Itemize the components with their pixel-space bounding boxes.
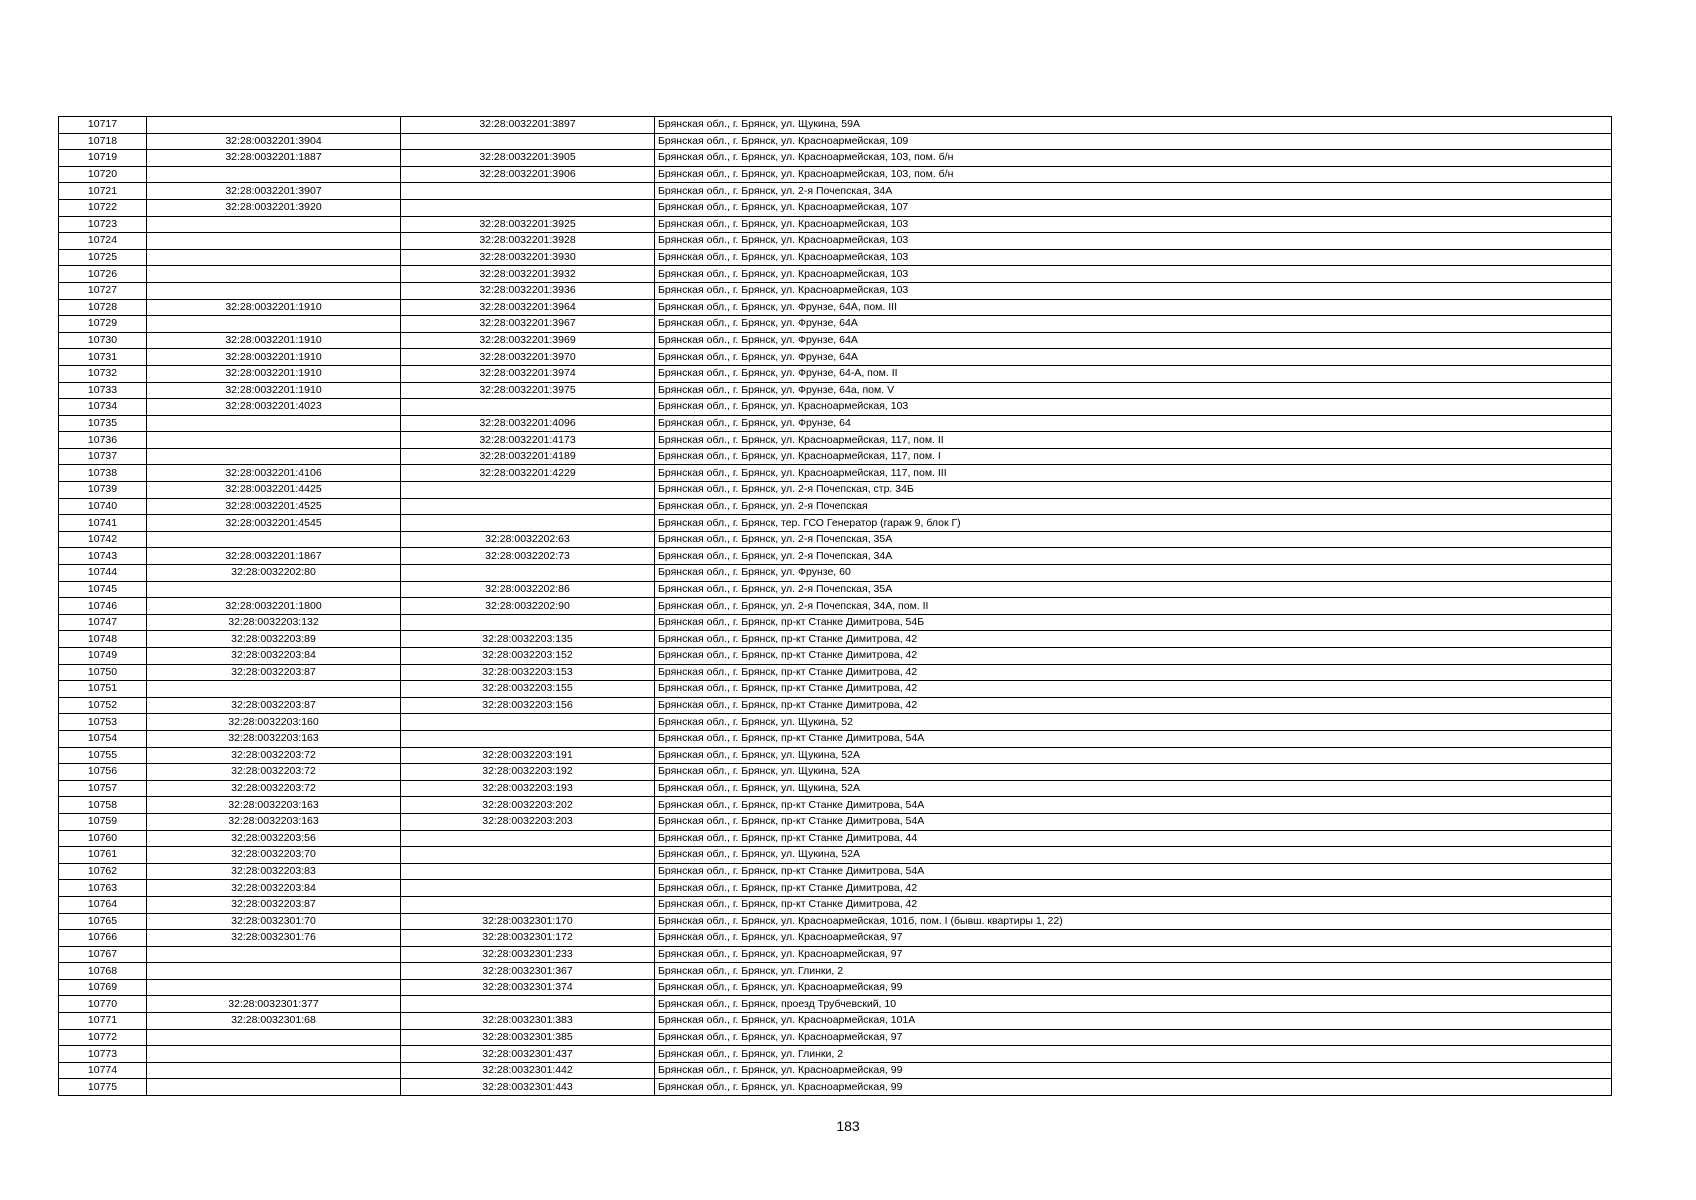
object-cadastral-cell: 32:28:0032201:3906 [401, 166, 655, 183]
row-number-cell: 10721 [59, 183, 147, 200]
land-plot-cadastral-cell: 32:28:0032201:1800 [147, 598, 401, 615]
row-number-cell: 10754 [59, 730, 147, 747]
address-cell: Брянская обл., г. Брянск, ул. Красноармейская, 117, пом. I [655, 448, 1612, 465]
address-cell: Брянская обл., г. Брянск, ул. Красноармейская, 103, пом. б/н [655, 150, 1612, 167]
table-row [59, 482, 1612, 499]
address-cell: Брянская обл., г. Брянск, ул. Глинки, 2 [655, 963, 1612, 980]
row-number-cell: 10741 [59, 515, 147, 532]
land-plot-cadastral-cell [147, 266, 401, 283]
land-plot-cadastral-cell: 32:28:0032202:80 [147, 565, 401, 582]
land-plot-cadastral-cell [147, 1046, 401, 1063]
address-cell: Брянская обл., г. Брянск, пр-кт Станке Димитрова, 54А [655, 730, 1612, 747]
row-number-cell: 10774 [59, 1062, 147, 1079]
address-cell: Брянская обл., г. Брянск, ул. Щукина, 52 [655, 714, 1612, 731]
address-cell: Брянская обл., г. Брянск, ул. Красноармейская, 117, пом. III [655, 465, 1612, 482]
table-row [59, 963, 1612, 980]
row-number-cell: 10733 [59, 382, 147, 399]
land-plot-cadastral-cell: 32:28:0032203:87 [147, 697, 401, 714]
land-plot-cadastral-cell [147, 249, 401, 266]
row-number-cell: 10749 [59, 648, 147, 665]
table-row [59, 664, 1612, 681]
address-cell: Брянская обл., г. Брянск, ул. Щукина, 59А [655, 117, 1612, 134]
table-row [59, 780, 1612, 797]
row-number-cell: 10767 [59, 946, 147, 963]
address-cell: Брянская обл., г. Брянск, ул. Красноармейская, 97 [655, 1029, 1612, 1046]
land-plot-cadastral-cell: 32:28:0032203:83 [147, 863, 401, 880]
land-plot-cadastral-cell: 32:28:0032203:56 [147, 830, 401, 847]
table-row [59, 266, 1612, 283]
land-plot-cadastral-cell: 32:28:0032201:4545 [147, 515, 401, 532]
row-number-cell: 10738 [59, 465, 147, 482]
land-plot-cadastral-cell [147, 432, 401, 449]
object-cadastral-cell [401, 515, 655, 532]
address-cell: Брянская обл., г. Брянск, ул. 2-я Почепская, 34А, пом. II [655, 598, 1612, 615]
table-row [59, 1029, 1612, 1046]
table-row [59, 448, 1612, 465]
table-row [59, 282, 1612, 299]
address-cell: Брянская обл., г. Брянск, пр-кт Станке Димитрова, 54Б [655, 614, 1612, 631]
land-plot-cadastral-cell: 32:28:0032203:89 [147, 631, 401, 648]
object-cadastral-cell: 32:28:0032201:3970 [401, 349, 655, 366]
table-row [59, 199, 1612, 216]
object-cadastral-cell [401, 847, 655, 864]
row-number-cell: 10760 [59, 830, 147, 847]
row-number-cell: 10765 [59, 913, 147, 930]
object-cadastral-cell: 32:28:0032203:153 [401, 664, 655, 681]
row-number-cell: 10759 [59, 813, 147, 830]
row-number-cell: 10746 [59, 598, 147, 615]
table-row [59, 432, 1612, 449]
table-row [59, 913, 1612, 930]
row-number-cell: 10770 [59, 996, 147, 1013]
land-plot-cadastral-cell: 32:28:0032201:3907 [147, 183, 401, 200]
address-cell: Брянская обл., г. Брянск, ул. Глинки, 2 [655, 1046, 1612, 1063]
object-cadastral-cell: 32:28:0032201:3964 [401, 299, 655, 316]
table-row [59, 332, 1612, 349]
row-number-cell: 10766 [59, 930, 147, 947]
land-plot-cadastral-cell: 32:28:0032203:163 [147, 797, 401, 814]
object-cadastral-cell [401, 199, 655, 216]
row-number-cell: 10751 [59, 681, 147, 698]
table-row [59, 1079, 1612, 1096]
object-cadastral-cell: 32:28:0032301:233 [401, 946, 655, 963]
table-row [59, 399, 1612, 416]
row-number-cell: 10745 [59, 581, 147, 598]
object-cadastral-cell: 32:28:0032203:191 [401, 747, 655, 764]
table-row [59, 996, 1612, 1013]
object-cadastral-cell: 32:28:0032201:4173 [401, 432, 655, 449]
row-number-cell: 10757 [59, 780, 147, 797]
row-number-cell: 10758 [59, 797, 147, 814]
address-cell: Брянская обл., г. Брянск, ул. Красноармейская, 101А [655, 1013, 1612, 1030]
land-plot-cadastral-cell: 32:28:0032201:4023 [147, 399, 401, 416]
row-number-cell: 10719 [59, 150, 147, 167]
object-cadastral-cell: 32:28:0032202:63 [401, 531, 655, 548]
row-number-cell: 10769 [59, 979, 147, 996]
row-number-cell: 10737 [59, 448, 147, 465]
row-number-cell: 10742 [59, 531, 147, 548]
row-number-cell: 10773 [59, 1046, 147, 1063]
table-row [59, 316, 1612, 333]
land-plot-cadastral-cell [147, 531, 401, 548]
land-plot-cadastral-cell: 32:28:0032203:84 [147, 880, 401, 897]
table-row [59, 233, 1612, 250]
address-cell: Брянская обл., г. Брянск, пр-кт Станке Димитрова, 54А [655, 813, 1612, 830]
object-cadastral-cell [401, 714, 655, 731]
table-row [59, 150, 1612, 167]
object-cadastral-cell: 32:28:0032201:3932 [401, 266, 655, 283]
object-cadastral-cell [401, 183, 655, 200]
object-cadastral-cell: 32:28:0032203:192 [401, 764, 655, 781]
object-cadastral-cell: 32:28:0032201:3930 [401, 249, 655, 266]
object-cadastral-cell: 32:28:0032201:4229 [401, 465, 655, 482]
table-row [59, 365, 1612, 382]
land-plot-cadastral-cell [147, 681, 401, 698]
land-plot-cadastral-cell [147, 282, 401, 299]
address-cell: Брянская обл., г. Брянск, ул. Красноармейская, 103, пом. б/н [655, 166, 1612, 183]
address-cell: Брянская обл., г. Брянск, пр-кт Станке Димитрова, 42 [655, 631, 1612, 648]
table-row [59, 697, 1612, 714]
object-cadastral-cell: 32:28:0032201:3967 [401, 316, 655, 333]
land-plot-cadastral-cell: 32:28:0032203:70 [147, 847, 401, 864]
row-number-cell: 10762 [59, 863, 147, 880]
object-cadastral-cell: 32:28:0032201:3925 [401, 216, 655, 233]
table-row [59, 1062, 1612, 1079]
address-cell: Брянская обл., г. Брянск, ул. Красноармейская, 103 [655, 399, 1612, 416]
row-number-cell: 10717 [59, 117, 147, 134]
row-number-cell: 10725 [59, 249, 147, 266]
address-cell: Брянская обл., г. Брянск, ул. Красноармейская, 103 [655, 266, 1612, 283]
table-row [59, 1013, 1612, 1030]
row-number-cell: 10718 [59, 133, 147, 150]
table-row [59, 946, 1612, 963]
row-number-cell: 10732 [59, 365, 147, 382]
land-plot-cadastral-cell: 32:28:0032301:70 [147, 913, 401, 930]
table-row [59, 382, 1612, 399]
object-cadastral-cell [401, 996, 655, 1013]
address-cell: Брянская обл., г. Брянск, ул. Красноармейская, 101б, пом. I (бывш. квартиры 1, 22) [655, 913, 1612, 930]
table-row [59, 515, 1612, 532]
address-cell: Брянская обл., г. Брянск, ул. Красноармейская, 107 [655, 199, 1612, 216]
object-cadastral-cell: 32:28:0032201:3905 [401, 150, 655, 167]
table-row [59, 614, 1612, 631]
address-cell: Брянская обл., г. Брянск, ул. 2-я Почепская, 35А [655, 531, 1612, 548]
table-row [59, 648, 1612, 665]
address-cell: Брянская обл., г. Брянск, пр-кт Станке Димитрова, 42 [655, 896, 1612, 913]
land-plot-cadastral-cell: 32:28:0032203:87 [147, 664, 401, 681]
address-cell: Брянская обл., г. Брянск, проезд Трубчевский, 10 [655, 996, 1612, 1013]
address-cell: Брянская обл., г. Брянск, ул. 2-я Почепская [655, 498, 1612, 515]
table-row [59, 349, 1612, 366]
object-cadastral-cell [401, 880, 655, 897]
row-number-cell: 10747 [59, 614, 147, 631]
address-cell: Брянская обл., г. Брянск, пр-кт Станке Димитрова, 42 [655, 681, 1612, 698]
land-plot-cadastral-cell: 32:28:0032201:1910 [147, 332, 401, 349]
address-cell: Брянская обл., г. Брянск, ул. Щукина, 52А [655, 780, 1612, 797]
address-cell: Брянская обл., г. Брянск, ул. Красноармейская, 103 [655, 282, 1612, 299]
object-cadastral-cell: 32:28:0032203:135 [401, 631, 655, 648]
object-cadastral-cell: 32:28:0032202:90 [401, 598, 655, 615]
object-cadastral-cell: 32:28:0032201:3974 [401, 365, 655, 382]
land-plot-cadastral-cell [147, 1062, 401, 1079]
land-plot-cadastral-cell: 32:28:0032201:1867 [147, 548, 401, 565]
land-plot-cadastral-cell: 32:28:0032203:72 [147, 764, 401, 781]
land-plot-cadastral-cell [147, 316, 401, 333]
address-cell: Брянская обл., г. Брянск, пр-кт Станке Димитрова, 54А [655, 863, 1612, 880]
object-cadastral-cell [401, 399, 655, 416]
land-plot-cadastral-cell: 32:28:0032201:1910 [147, 349, 401, 366]
object-cadastral-cell: 32:28:0032201:3897 [401, 117, 655, 134]
address-cell: Брянская обл., г. Брянск, ул. Щукина, 52А [655, 747, 1612, 764]
land-plot-cadastral-cell [147, 117, 401, 134]
land-plot-cadastral-cell: 32:28:0032201:4525 [147, 498, 401, 515]
land-plot-cadastral-cell [147, 581, 401, 598]
land-plot-cadastral-cell: 32:28:0032201:1910 [147, 382, 401, 399]
object-cadastral-cell: 32:28:0032203:203 [401, 813, 655, 830]
address-cell: Брянская обл., г. Брянск, ул. 2-я Почепская, 35А [655, 581, 1612, 598]
table-row [59, 166, 1612, 183]
address-cell: Брянская обл., г. Брянск, ул. 2-я Почепская, 34А [655, 548, 1612, 565]
row-number-cell: 10753 [59, 714, 147, 731]
table-row [59, 896, 1612, 913]
land-plot-cadastral-cell: 32:28:0032301:377 [147, 996, 401, 1013]
object-cadastral-cell: 32:28:0032203:152 [401, 648, 655, 665]
table-row [59, 930, 1612, 947]
object-cadastral-cell: 32:28:0032201:3928 [401, 233, 655, 250]
address-cell: Брянская обл., г. Брянск, ул. Красноармейская, 99 [655, 979, 1612, 996]
land-plot-cadastral-cell: 32:28:0032203:72 [147, 747, 401, 764]
row-number-cell: 10768 [59, 963, 147, 980]
object-cadastral-cell: 32:28:0032203:155 [401, 681, 655, 698]
row-number-cell: 10772 [59, 1029, 147, 1046]
object-cadastral-cell [401, 863, 655, 880]
row-number-cell: 10750 [59, 664, 147, 681]
object-cadastral-cell [401, 133, 655, 150]
row-number-cell: 10730 [59, 332, 147, 349]
object-cadastral-cell [401, 730, 655, 747]
object-cadastral-cell: 32:28:0032201:4189 [401, 448, 655, 465]
row-number-cell: 10723 [59, 216, 147, 233]
land-plot-cadastral-cell [147, 448, 401, 465]
row-number-cell: 10743 [59, 548, 147, 565]
object-cadastral-cell: 32:28:0032202:73 [401, 548, 655, 565]
address-cell: Брянская обл., г. Брянск, ул. Фрунзе, 64А, пом. III [655, 299, 1612, 316]
object-cadastral-cell [401, 614, 655, 631]
address-cell: Брянская обл., г. Брянск, ул. Щукина, 52А [655, 847, 1612, 864]
land-plot-cadastral-cell: 32:28:0032301:68 [147, 1013, 401, 1030]
object-cadastral-cell: 32:28:0032301:442 [401, 1062, 655, 1079]
land-plot-cadastral-cell: 32:28:0032203:163 [147, 813, 401, 830]
land-plot-cadastral-cell [147, 166, 401, 183]
row-number-cell: 10729 [59, 316, 147, 333]
address-cell: Брянская обл., г. Брянск, ул. 2-я Почепская, 34А [655, 183, 1612, 200]
row-number-cell: 10727 [59, 282, 147, 299]
address-cell: Брянская обл., г. Брянск, ул. Красноармейская, 109 [655, 133, 1612, 150]
address-cell: Брянская обл., г. Брянск, ул. Красноармейская, 97 [655, 946, 1612, 963]
row-number-cell: 10722 [59, 199, 147, 216]
table-row [59, 498, 1612, 515]
table-row [59, 813, 1612, 830]
table-row [59, 730, 1612, 747]
land-plot-cadastral-cell [147, 1029, 401, 1046]
land-plot-cadastral-cell: 32:28:0032203:84 [147, 648, 401, 665]
land-plot-cadastral-cell: 32:28:0032201:1887 [147, 150, 401, 167]
row-number-cell: 10736 [59, 432, 147, 449]
address-cell: Брянская обл., г. Брянск, пр-кт Станке Димитрова, 44 [655, 830, 1612, 847]
row-number-cell: 10761 [59, 847, 147, 864]
land-plot-cadastral-cell: 32:28:0032201:3920 [147, 199, 401, 216]
page-number: 183 [836, 1118, 860, 1134]
row-number-cell: 10734 [59, 399, 147, 416]
address-cell: Брянская обл., г. Брянск, пр-кт Станке Димитрова, 42 [655, 648, 1612, 665]
address-cell: Брянская обл., г. Брянск, пр-кт Станке Димитрова, 42 [655, 697, 1612, 714]
object-cadastral-cell: 32:28:0032301:374 [401, 979, 655, 996]
table-row [59, 747, 1612, 764]
row-number-cell: 10724 [59, 233, 147, 250]
land-plot-cadastral-cell [147, 415, 401, 432]
object-cadastral-cell [401, 896, 655, 913]
table-row [59, 415, 1612, 432]
table-row [59, 249, 1612, 266]
address-cell: Брянская обл., г. Брянск, ул. Фрунзе, 64А [655, 316, 1612, 333]
address-cell: Брянская обл., г. Брянск, ул. Красноармейская, 103 [655, 233, 1612, 250]
row-number-cell: 10744 [59, 565, 147, 582]
table-row [59, 863, 1612, 880]
table-row [59, 531, 1612, 548]
object-cadastral-cell: 32:28:0032301:170 [401, 913, 655, 930]
object-cadastral-cell: 32:28:0032203:193 [401, 780, 655, 797]
table-row [59, 681, 1612, 698]
table-row [59, 598, 1612, 615]
row-number-cell: 10771 [59, 1013, 147, 1030]
registry-table-body [59, 117, 1612, 1096]
land-plot-cadastral-cell [147, 963, 401, 980]
object-cadastral-cell: 32:28:0032301:172 [401, 930, 655, 947]
row-number-cell: 10728 [59, 299, 147, 316]
table-row [59, 183, 1612, 200]
row-number-cell: 10775 [59, 1079, 147, 1096]
object-cadastral-cell: 32:28:0032202:86 [401, 581, 655, 598]
address-cell: Брянская обл., г. Брянск, ул. Фрунзе, 64А [655, 349, 1612, 366]
table-row [59, 581, 1612, 598]
row-number-cell: 10763 [59, 880, 147, 897]
row-number-cell: 10735 [59, 415, 147, 432]
table-row [59, 631, 1612, 648]
table-row [59, 565, 1612, 582]
row-number-cell: 10755 [59, 747, 147, 764]
object-cadastral-cell: 32:28:0032301:437 [401, 1046, 655, 1063]
address-cell: Брянская обл., г. Брянск, ул. Фрунзе, 64а, пом. V [655, 382, 1612, 399]
land-plot-cadastral-cell [147, 1079, 401, 1096]
object-cadastral-cell [401, 830, 655, 847]
object-cadastral-cell: 32:28:0032201:3975 [401, 382, 655, 399]
table-row [59, 548, 1612, 565]
row-number-cell: 10726 [59, 266, 147, 283]
table-row [59, 764, 1612, 781]
table-row [59, 797, 1612, 814]
land-plot-cadastral-cell: 32:28:0032203:87 [147, 896, 401, 913]
object-cadastral-cell: 32:28:0032201:4096 [401, 415, 655, 432]
land-plot-cadastral-cell: 32:28:0032201:4106 [147, 465, 401, 482]
row-number-cell: 10764 [59, 896, 147, 913]
table-row [59, 830, 1612, 847]
land-plot-cadastral-cell: 32:28:0032301:76 [147, 930, 401, 947]
table-row [59, 216, 1612, 233]
row-number-cell: 10731 [59, 349, 147, 366]
land-plot-cadastral-cell: 32:28:0032203:163 [147, 730, 401, 747]
land-plot-cadastral-cell [147, 216, 401, 233]
land-plot-cadastral-cell: 32:28:0032203:132 [147, 614, 401, 631]
table-row [59, 880, 1612, 897]
address-cell: Брянская обл., г. Брянск, ул. Фрунзе, 64 [655, 415, 1612, 432]
table-row [59, 465, 1612, 482]
object-cadastral-cell: 32:28:0032203:202 [401, 797, 655, 814]
land-plot-cadastral-cell [147, 233, 401, 250]
land-plot-cadastral-cell [147, 979, 401, 996]
address-cell: Брянская обл., г. Брянск, пр-кт Станке Димитрова, 54А [655, 797, 1612, 814]
object-cadastral-cell: 32:28:0032201:3936 [401, 282, 655, 299]
object-cadastral-cell [401, 498, 655, 515]
land-plot-cadastral-cell: 32:28:0032201:1910 [147, 365, 401, 382]
table-row [59, 117, 1612, 134]
row-number-cell: 10752 [59, 697, 147, 714]
object-cadastral-cell: 32:28:0032301:383 [401, 1013, 655, 1030]
object-cadastral-cell: 32:28:0032301:385 [401, 1029, 655, 1046]
object-cadastral-cell: 32:28:0032301:443 [401, 1079, 655, 1096]
object-cadastral-cell [401, 565, 655, 582]
address-cell: Брянская обл., г. Брянск, ул. Красноармейская, 103 [655, 249, 1612, 266]
address-cell: Брянская обл., г. Брянск, ул. Фрунзе, 64А [655, 332, 1612, 349]
table-row [59, 133, 1612, 150]
row-number-cell: 10756 [59, 764, 147, 781]
table-row [59, 979, 1612, 996]
object-cadastral-cell: 32:28:0032301:367 [401, 963, 655, 980]
address-cell: Брянская обл., г. Брянск, ул. Красноармейская, 97 [655, 930, 1612, 947]
land-plot-cadastral-cell: 32:28:0032201:4425 [147, 482, 401, 499]
object-cadastral-cell: 32:28:0032203:156 [401, 697, 655, 714]
address-cell: Брянская обл., г. Брянск, ул. Щукина, 52А [655, 764, 1612, 781]
address-cell: Брянская обл., г. Брянск, тер. ГСО Генератор (гараж 9, блок Г) [655, 515, 1612, 532]
address-cell: Брянская обл., г. Брянск, ул. Фрунзе, 64-А, пом. II [655, 365, 1612, 382]
address-cell: Брянская обл., г. Брянск, ул. 2-я Почепская, стр. 34Б [655, 482, 1612, 499]
address-cell: Брянская обл., г. Брянск, пр-кт Станке Димитрова, 42 [655, 880, 1612, 897]
address-cell: Брянская обл., г. Брянск, ул. Красноармейская, 99 [655, 1079, 1612, 1096]
address-cell: Брянская обл., г. Брянск, ул. Фрунзе, 60 [655, 565, 1612, 582]
table-row [59, 847, 1612, 864]
object-cadastral-cell: 32:28:0032201:3969 [401, 332, 655, 349]
registry-table [58, 116, 1612, 1096]
land-plot-cadastral-cell: 32:28:0032201:1910 [147, 299, 401, 316]
row-number-cell: 10739 [59, 482, 147, 499]
address-cell: Брянская обл., г. Брянск, ул. Красноармейская, 103 [655, 216, 1612, 233]
row-number-cell: 10740 [59, 498, 147, 515]
land-plot-cadastral-cell [147, 946, 401, 963]
table-row [59, 1046, 1612, 1063]
object-cadastral-cell [401, 482, 655, 499]
address-cell: Брянская обл., г. Брянск, ул. Красноармейская, 99 [655, 1062, 1612, 1079]
table-row [59, 714, 1612, 731]
land-plot-cadastral-cell: 32:28:0032203:160 [147, 714, 401, 731]
row-number-cell: 10720 [59, 166, 147, 183]
land-plot-cadastral-cell: 32:28:0032201:3904 [147, 133, 401, 150]
land-plot-cadastral-cell: 32:28:0032203:72 [147, 780, 401, 797]
row-number-cell: 10748 [59, 631, 147, 648]
address-cell: Брянская обл., г. Брянск, пр-кт Станке Димитрова, 42 [655, 664, 1612, 681]
table-row [59, 299, 1612, 316]
address-cell: Брянская обл., г. Брянск, ул. Красноармейская, 117, пом. II [655, 432, 1612, 449]
